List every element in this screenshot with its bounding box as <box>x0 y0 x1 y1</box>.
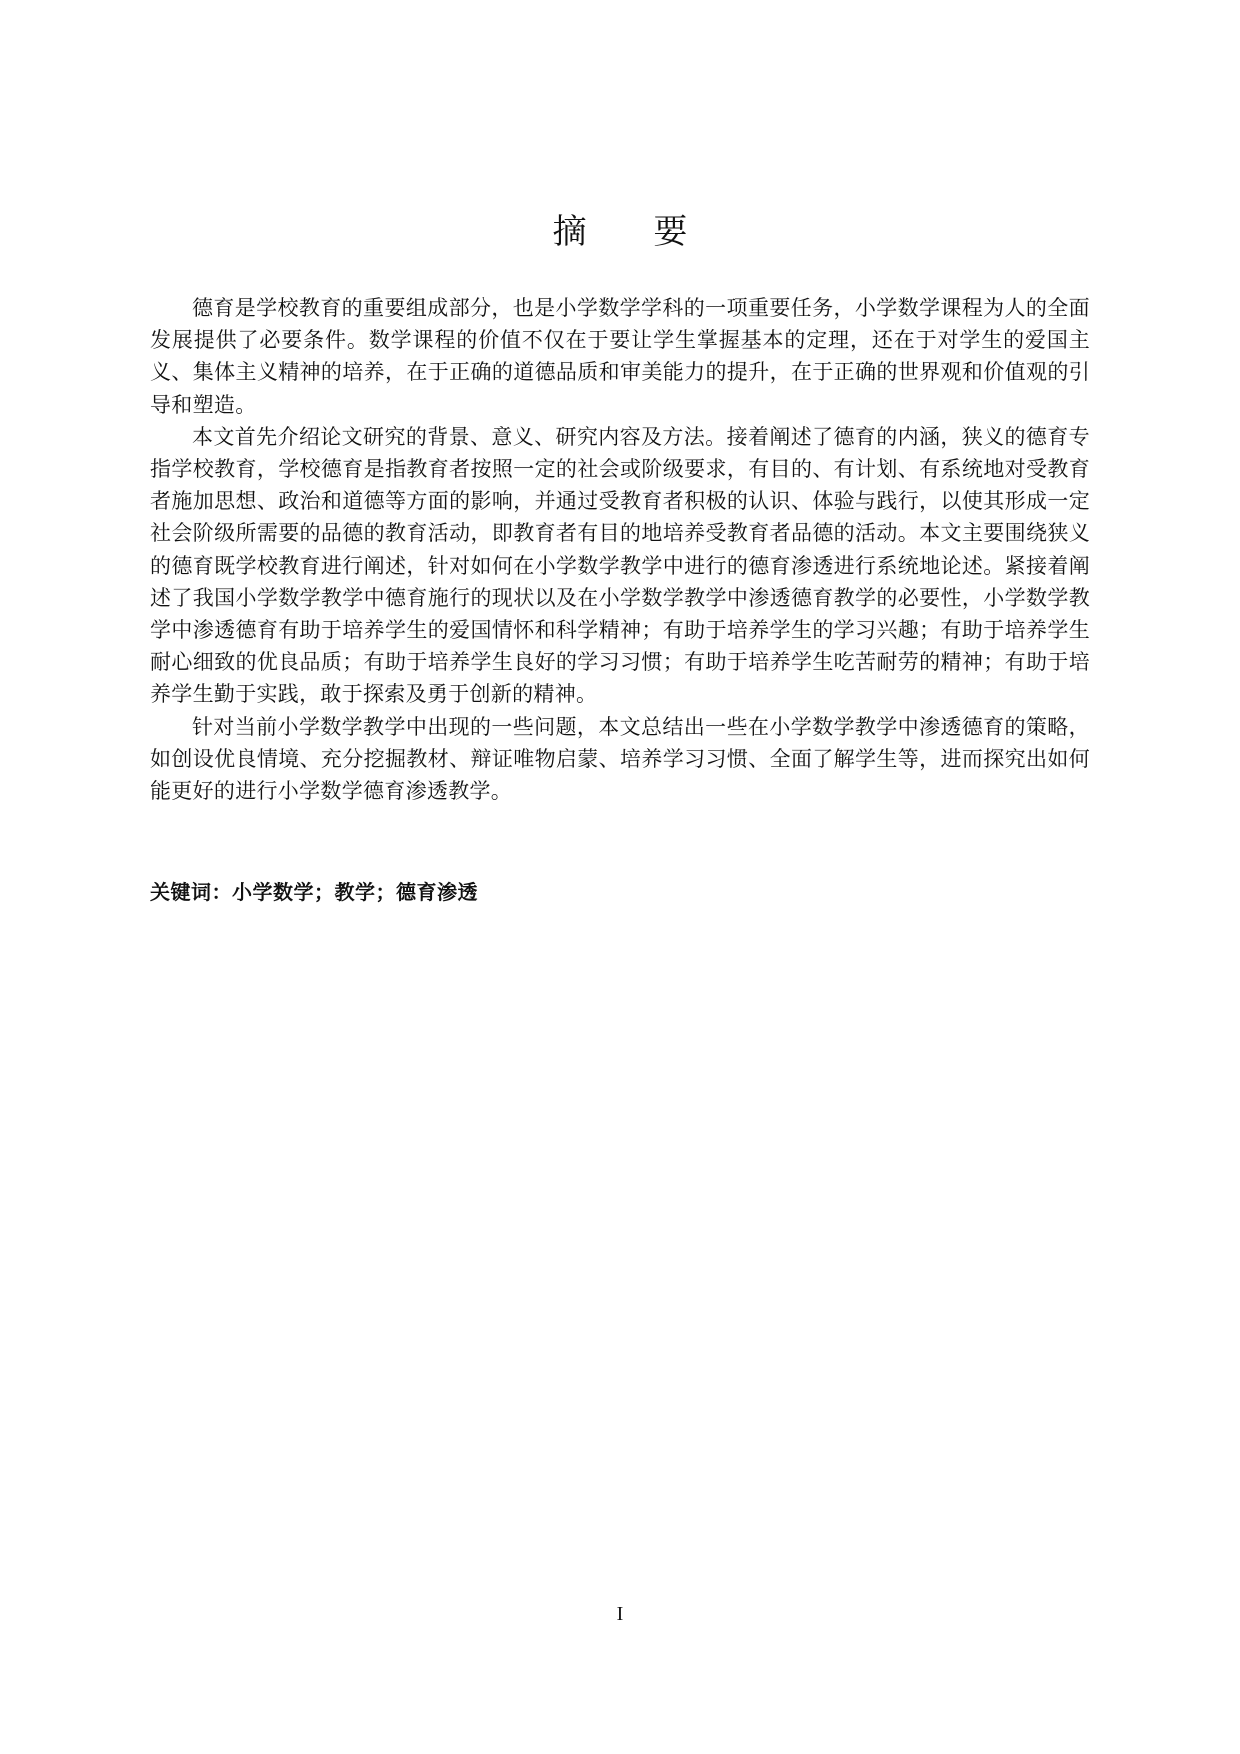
page-number: I <box>616 1603 624 1625</box>
abstract-title: 摘 要 <box>552 212 716 252</box>
abstract-paragraph-3: 针对当前小学数学教学中出现的一些问题，本文总结出一些在小学数学教学中渗透德育的策略，如创设优良情境、充分挖掘教材、辩证唯物启蒙、培养学习习惯、全面了解学生等，进而探究出如何能更好的进行小学数学德育渗透教学。 <box>150 714 1090 804</box>
abstract-paragraph-2: 本文首先介绍论文研究的背景、意义、研究内容及方法。接着阐述了德育的内涵，狭义的德育专指学校教育，学校德育是指教育者按照一定的社会或阶级要求，有目的、有计划、有系统地对受教育者施加思想、政治和道德等方面的影响，并通过受教育者积极的认识、体验与践行，以使其形成一定社会阶级所需要的品德的教育活动，即教育者有目的地培养受教育者品德的活动。本文主要围绕狭义的德育既学校教育进行阐述，针对如何在小学数学教学中进行的德育渗透进行系统地论述。紧接着阐述了我国小学数学教学中德育施行的现状以及在小学数学教学中渗透德育教学的必要性，小学数学教学中渗透德育有助于培养学生的爱国情怀和科学精神；有助于培养学生的学习兴趣；有助于培养学生耐心细致的优良品质；有助于培养学生良好的学习习惯；有助于培养学生吃苦耐劳的精神；有助于培养学生勤于实践，敢于探索及勇于创新的精神。 <box>150 424 1090 707</box>
keywords-line: 关键词：小学数学；教学；德育渗透 <box>150 880 478 904</box>
abstract-paragraph-1: 德育是学校教育的重要组成部分，也是小学数学学科的一项重要任务，小学数学课程为人的全面发展提供了必要条件。数学课程的价值不仅在于要让学生掌握基本的定理，还在于对学生的爱国主义、集体主义精神的培养，在于正确的道德品质和审美能力的提升，在于正确的世界观和价值观的引导和塑造。 <box>150 296 1090 417</box>
abstract-body <box>150 292 1090 807</box>
